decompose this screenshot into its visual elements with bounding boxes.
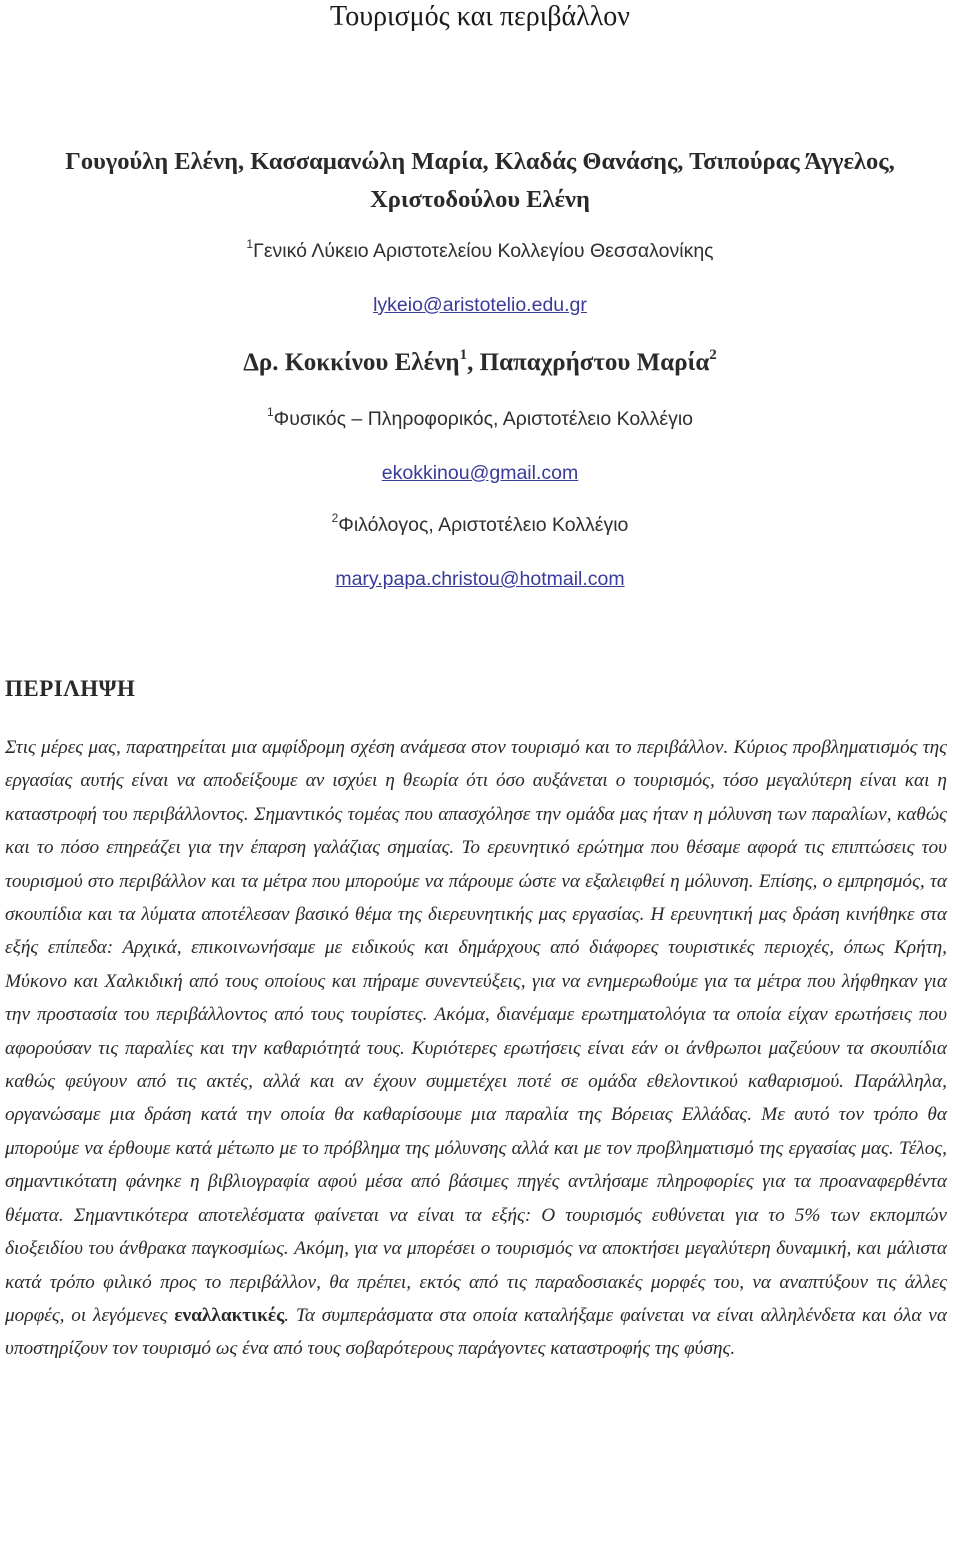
authors-block	[0, 143, 960, 219]
supervisor-2-name: Παπαχρήστου Μαρία	[479, 349, 710, 376]
abstract-sentence: Σημαντικότερα αποτελέσματα φαίνεται να είναι τα εξής: Ο τουρισμός ευθύνεται για το 5% των εκπομπών διοξειδίου του άνθρακα παγκοσμίως.	[5, 1204, 947, 1260]
supervisors-separator: ,	[467, 349, 480, 376]
abstract-sentence: Σημαντικός τομέας που απασχόλησε την ομάδα μας ήταν η μόλυνση των παραλίων, καθώς και το πόσο επηρεάζει για την έπαρση γαλάζιας σημαίας.	[5, 803, 947, 859]
school-affiliation	[0, 238, 960, 264]
abstract-sentence: Παράλληλα, οργανώσαμε μια δράση κατά την οποία θα καθαρίσουμε μια παραλία της Βόρειας Ελλάδας.	[5, 1071, 947, 1126]
abstract-sentence: Με αυτό τον τρόπο θα μπορούμε να έρθουμε κατά μέτωπο με το πρόβλημα της μόλυνσης αλλά και με τον προβληματισμό της εργασίας μας.	[5, 1104, 947, 1159]
affiliation-1-text: Φυσικός – Πληροφορικός, Αριστοτέλειο Κολλέγιο	[273, 408, 693, 430]
affiliation-2-email	[0, 566, 960, 592]
abstract-emphasis: εναλλακτικές	[174, 1304, 285, 1326]
document-title: Τουρισμός και περιβάλλον	[330, 1, 630, 32]
affiliation-1	[0, 406, 960, 432]
school-email-link[interactable]: lykeio@aristotelio.edu.gr	[373, 294, 587, 316]
abstract-sentence: Στις μέρες μας, παρατηρείται μια αμφίδρομη σχέση ανάμεσα στον τουρισμό και το περιβάλλον.	[5, 737, 729, 758]
abstract-body	[5, 731, 947, 1366]
school-superscript: 1	[246, 237, 254, 251]
school-email	[0, 292, 960, 318]
authors-line-2: Χριστοδούλου Ελένη	[370, 186, 590, 213]
abstract-sentence: Ακόμα, διανέμαμε ερωτηματολόγια τα οποία είχαν ερωτήσεις που αφορούσαν τις παραλίες και την καθαριότητά τους.	[5, 1004, 947, 1059]
affiliation-2	[0, 512, 960, 538]
affiliation-1-email	[0, 460, 960, 486]
affiliation-1-email-link[interactable]: ekokkinou@gmail.com	[381, 462, 579, 484]
affiliation-1-superscript: 1	[266, 405, 274, 419]
abstract-sentence: .	[284, 1304, 290, 1326]
school-name: Γενικό Λύκειο Αριστοτελείου Κολλεγίου Θεσσαλονίκης	[253, 240, 714, 262]
supervisor-1-name: Δρ. Κοκκίνου Ελένη	[243, 349, 460, 376]
abstract-sentence: Κύριος προβληματισμός της εργασίας αυτής είναι να αποδείξουμε αν ισχύει η θεωρία ότι όσο αυξάνεται ο τουρισμός, τόσο μεγαλύτερη είναι και η καταστροφή του περιβάλλοντος.	[5, 737, 947, 825]
authors-line-1: Γουγούλη Ελένη, Κασσαμανώλη Μαρία, Κλαδάς Θανάσης, Τσιπούρας Άγγελος,	[65, 148, 895, 175]
affiliation-2-text: Φιλόλογος, Αριστοτέλειο Κολλέγιο	[338, 514, 629, 536]
supervisor-2-superscript: 2	[709, 347, 717, 363]
abstract-sentence: Επίσης, ο εμπρησμός, τα σκουπίδια και τα λύματα αποτέλεσαν βασικό θέμα της διερευνητικής μας εργασίας.	[5, 870, 947, 926]
abstract-sentence: Το ερευνητικό ερώτημα που θέσαμε αφορά τις επιπτώσεις του τουρισμού στο περιβάλλον και τα μέτρα που μπορούμε να πάρουμε ώστε να εξαλειφθεί η μόλυνση.	[5, 837, 947, 892]
supervisors-line	[0, 346, 960, 380]
abstract-sentence: Τέλος, σημαντικότατη φάνηκε η βιβλιογραφία αφού μέσα από βάσιμες πηγές αντλήσαμε πληροφορίες για τα προαναφερθέντα θέματα.	[5, 1137, 947, 1226]
abstract-sentence: Η ερευνητική μας δράση κινήθηκε στα εξής επίπεδα: Αρχικά, επικοινωνήσαμε με ειδικούς και δημάρχους από διάφορες τουριστικές περιοχές, όπως Κρήτη, Μύκονο και Χαλκιδική από τους οποίους και πήραμε συνεντεύξεις, για να ενημερωθούμε για τα μέτρα που λήφθηκαν για την προστασία του περιβάλλοντος από τους τουρίστες.	[5, 904, 947, 1026]
affiliation-2-email-link[interactable]: mary.papa.christou@hotmail.com	[335, 568, 625, 590]
supervisor-1-superscript: 1	[459, 347, 468, 363]
abstract-heading: ΠΕΡΙΛΗΨΗ	[5, 676, 136, 701]
affiliation-2-superscript: 2	[331, 511, 339, 525]
abstract-sentence: Τα συμπεράσματα στα οποία καταλήξαμε φαίνεται να είναι αλληλένδετα και όλα να υποστηρίζουν τον τουρισμό ως ένα από τους σοβαρότερους παράγοντες καταστροφής της φύσης.	[5, 1304, 947, 1360]
abstract-sentence: Ακόμη, για να μπορέσει ο τουρισμός να αποκτήσει μεγαλύτερη δυναμική, και μάλιστα κατά τρόπο φιλικό προς το περιβάλλον, θα πρέπει, εκτός από τις παραδοσιακές μορφές του, να αναπτύξουν τις άλλες μορφές, οι λεγόμενες	[5, 1238, 948, 1326]
abstract-sentence: Κυριότερες ερωτήσεις είναι εάν οι άνθρωποι μαζεύουν τα σκουπίδια καθώς φεύγουν από τις ακτές, αλλά και αν έχουν συμμετέχει ποτέ σε ομάδα εθελοντικού καθαρισμού.	[5, 1037, 947, 1093]
